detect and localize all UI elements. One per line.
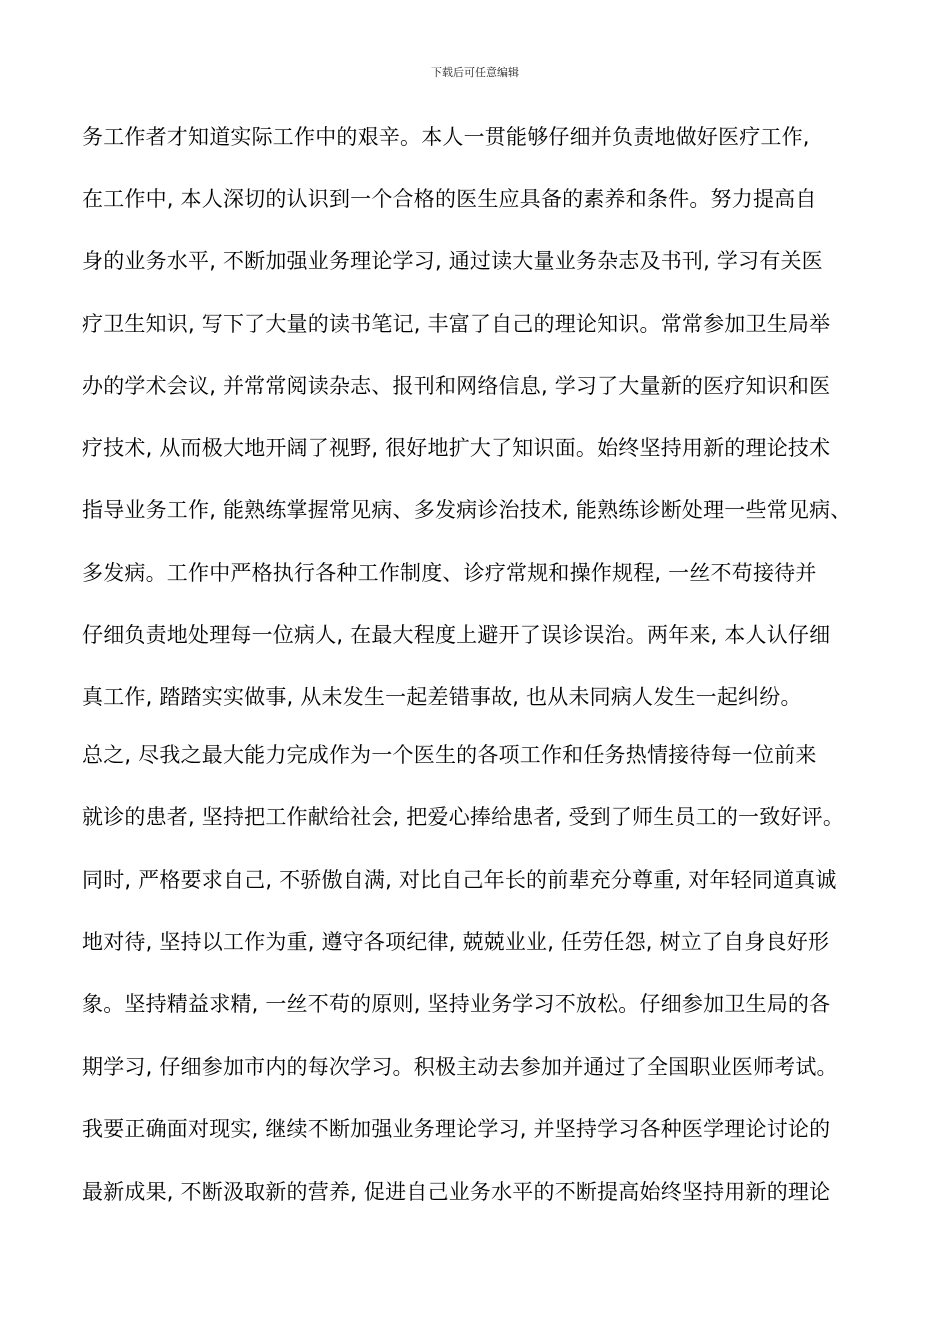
text-line: 仔细负责地处理每一位病人, 在最大程度上避开了误诊误治。两年来, 本人认仔细	[82, 623, 831, 647]
text-line: 期学习, 仔细参加市内的每次学习。积极主动去参加并通过了全国职业医师考试。	[82, 1055, 838, 1079]
text-line: 务工作者才知道实际工作中的艰辛。本人一贯能够仔细并负责地做好医疗工作,	[82, 125, 810, 149]
text-line: 身的业务水平, 不断加强业务理论学习, 通过读大量业务杂志及书刊, 学习有关医	[82, 249, 823, 273]
text-line: 最新成果, 不断汲取新的营养, 促进自己业务水平的不断提高始终坚持用新的理论	[82, 1180, 831, 1204]
text-line: 我要正确面对现实, 继续不断加强业务理论学习, 并坚持学习各种医学理论讨论的	[82, 1117, 831, 1141]
text-line: 同时, 严格要求自己, 不骄傲自满, 对比自己年长的前辈充分尊重, 对年轻同道真诚	[82, 868, 837, 892]
text-line: 疗技术, 从而极大地开阔了视野, 很好地扩大了知识面。始终坚持用新的理论技术	[82, 436, 831, 460]
text-line: 多发病。工作中严格执行各种工作制度、诊疗常规和操作规程, 一丝不苟接待并	[82, 561, 817, 585]
text-line: 象。坚持精益求精, 一丝不苟的原则, 坚持业务学习不放松。仔细参加卫生局的各	[82, 992, 831, 1016]
text-line: 总之, 尽我之最大能力完成作为一个医生的各项工作和任务热情接待每一位前来	[82, 743, 817, 767]
text-line: 疗卫生知识, 写下了大量的读书笔记, 丰富了自己的理论知识。常常参加卫生局举	[82, 312, 831, 336]
text-line: 办的学术会议, 并常常阅读杂志、报刊和网络信息, 学习了大量新的医疗知识和医	[82, 374, 831, 398]
text-line: 就诊的患者, 坚持把工作献给社会, 把爱心捧给患者, 受到了师生员工的一致好评。	[82, 805, 845, 829]
text-line: 地对待, 坚持以工作为重, 遵守各项纪律, 兢兢业业, 任劳任怨, 树立了自身良好形	[82, 930, 830, 954]
text-line: 真工作, 踏踏实实做事, 从未发生一起差错事故, 也从未同病人发生一起纠纷。	[82, 685, 802, 709]
text-line: 在工作中, 本人深切的认识到一个合格的医生应具备的素养和条件。努力提高自	[82, 187, 817, 211]
text-line: 指导业务工作, 能熟练掌握常见病、多发病诊治技术, 能熟练诊断处理一些常见病、	[82, 498, 852, 522]
page-header: 下载后可任意编辑	[431, 66, 519, 79]
